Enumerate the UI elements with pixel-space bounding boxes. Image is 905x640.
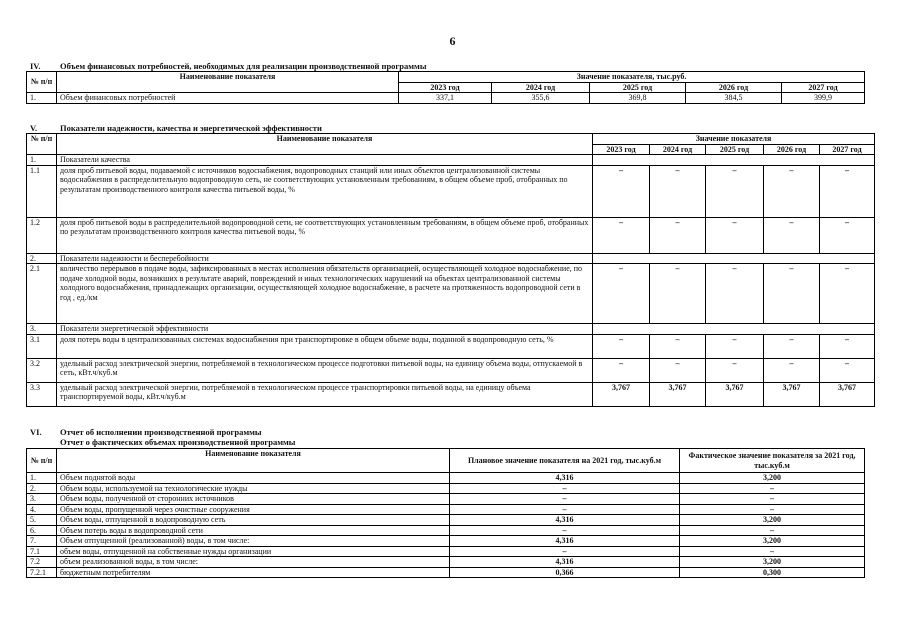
row-number: 1.2 bbox=[27, 217, 57, 253]
row-name: удельный расход электрической энергии, потребляемой в технологическом процессе подготовки питьевой воды, на единицу объема воды, отпускаемой в сеть, кВт.ч/куб.м bbox=[57, 358, 593, 382]
section4-year: 2026 год bbox=[686, 82, 782, 93]
row-value: 384,5 bbox=[686, 93, 782, 104]
section5-heading bbox=[30, 123, 322, 133]
table-row bbox=[27, 358, 875, 382]
row-name: удельный расход электрической энергии, потребляемой в технологическом процессе транспортировки питьевой воды, на единицу объема транспортируемой воды, кВт.ч/куб.м bbox=[57, 382, 593, 406]
section4-year: 2027 год bbox=[782, 82, 865, 93]
row-value: – bbox=[650, 264, 706, 324]
table-row bbox=[27, 494, 865, 505]
row-value: – bbox=[593, 217, 650, 253]
row-value: – bbox=[764, 358, 820, 382]
section6-header-plan: Плановое значение показателя на 2021 год, тыс.куб.м bbox=[450, 449, 680, 473]
row-name: Объем воды, полученной от сторонних источников bbox=[57, 494, 450, 505]
row-value: 369,8 bbox=[590, 93, 686, 104]
row-value: – bbox=[820, 334, 875, 358]
section5-table bbox=[26, 133, 875, 407]
row-fact: – bbox=[680, 483, 865, 494]
table-row bbox=[27, 93, 865, 104]
row-fact: 3,200 bbox=[680, 473, 865, 484]
section4-year: 2024 год bbox=[492, 82, 590, 93]
row-plan: 0,366 bbox=[450, 567, 680, 578]
row-value: 399,9 bbox=[782, 93, 865, 104]
row-value: – bbox=[650, 358, 706, 382]
table-row bbox=[27, 473, 865, 484]
row-value: – bbox=[593, 334, 650, 358]
row-value: 3,767 bbox=[764, 382, 820, 406]
section5-header-number: № п/п bbox=[27, 134, 57, 155]
section6-header-name: Наименование показателя bbox=[57, 449, 450, 473]
table-row bbox=[27, 264, 875, 324]
row-value: – bbox=[706, 358, 764, 382]
row-value: – bbox=[593, 264, 650, 324]
row-plan: – bbox=[450, 494, 680, 505]
row-value: – bbox=[706, 217, 764, 253]
row-number: 7.2 bbox=[27, 557, 57, 568]
row-number: 7.2.1 bbox=[27, 567, 57, 578]
row-number: 5. bbox=[27, 515, 57, 526]
row-plan: 4,316 bbox=[450, 473, 680, 484]
row-value: – bbox=[650, 217, 706, 253]
section6-table bbox=[26, 448, 865, 578]
row-name: количество перерывов в подаче воды, зафиксированных в местах исполнения обязательств организацией, осуществляющей холодное водоснабжение, по подаче холодной воды, возникших в результате аварий, повреждений и иных технологических нарушений на объектах централизованной системы холодного водоснабжения, принадлежащих организации, осуществляющей холодное водоснабжение, в расчете на протяженность водопроводной сети в год , ед./км bbox=[57, 264, 593, 324]
row-value: 337,1 bbox=[399, 93, 492, 104]
table-row bbox=[27, 504, 865, 515]
row-number: 1. bbox=[27, 473, 57, 484]
row-name: объем воды, отпущенной на собственные нужды организации bbox=[57, 546, 450, 557]
section6-header-number: № п/п bbox=[27, 449, 57, 473]
section5-title: Показатели надежности, качества и энергетической эффективности bbox=[60, 123, 322, 133]
row-fact: 3,200 bbox=[680, 536, 865, 547]
section5-year: 2027 год bbox=[820, 144, 875, 155]
row-value: – bbox=[820, 165, 875, 217]
section4-title: Объем финансовых потребностей, необходимых для реализации производственной программы bbox=[60, 61, 427, 71]
row-fact: – bbox=[680, 494, 865, 505]
row-number: 3. bbox=[27, 324, 57, 335]
row-name: Объем поднятой воды bbox=[57, 473, 450, 484]
row-value: – bbox=[593, 358, 650, 382]
section4-header-value: Значение показателя, тыс.руб. bbox=[399, 72, 865, 83]
page-number: 6 bbox=[449, 34, 456, 48]
row-fact: – bbox=[680, 525, 865, 536]
row-value: – bbox=[820, 217, 875, 253]
row-value: – bbox=[706, 334, 764, 358]
row-number: 1. bbox=[27, 93, 57, 104]
row-value: 3,767 bbox=[650, 382, 706, 406]
row-value: – bbox=[764, 264, 820, 324]
row-value: – bbox=[706, 165, 764, 217]
row-name: Объем финансовых потребностей bbox=[57, 93, 399, 104]
row-value: – bbox=[820, 358, 875, 382]
row-number: 3.2 bbox=[27, 358, 57, 382]
row-name: Показатели энергетической эффективности bbox=[57, 324, 593, 335]
section5-year: 2025 год bbox=[706, 144, 764, 155]
row-name: бюджетным потребителям bbox=[57, 567, 450, 578]
row-number: 7.1 bbox=[27, 546, 57, 557]
row-plan: – bbox=[450, 483, 680, 494]
row-value: – bbox=[764, 334, 820, 358]
row-name: Объем потерь воды в водопроводной сети bbox=[57, 525, 450, 536]
row-plan: 4,316 bbox=[450, 515, 680, 526]
row-number: 3.3 bbox=[27, 382, 57, 406]
section4-year: 2023 год bbox=[399, 82, 492, 93]
row-name: Объем воды, отпущенной в водопроводную сеть bbox=[57, 515, 450, 526]
row-value: – bbox=[706, 264, 764, 324]
table-row bbox=[27, 525, 865, 536]
table-group-row bbox=[27, 253, 875, 264]
row-name: Объем воды, пропущенной через очистные сооружения bbox=[57, 504, 450, 515]
row-name: Объем отпущенной (реализованной) воды, в том числе: bbox=[57, 536, 450, 547]
row-number: 2. bbox=[27, 483, 57, 494]
row-fact: – bbox=[680, 504, 865, 515]
row-fact: 3,200 bbox=[680, 557, 865, 568]
row-name: доля потерь воды в централизованных системах водоснабжения при транспортировке в общем объеме воды, поданной в водопроводную сеть, % bbox=[57, 334, 593, 358]
row-plan: 4,316 bbox=[450, 557, 680, 568]
row-value: 3,767 bbox=[593, 382, 650, 406]
table-row bbox=[27, 382, 875, 406]
section6-heading bbox=[30, 427, 262, 437]
table-row bbox=[27, 483, 865, 494]
row-number: 1. bbox=[27, 155, 57, 166]
row-fact: 3,200 bbox=[680, 515, 865, 526]
row-number: 3.1 bbox=[27, 334, 57, 358]
row-name: доля проб питьевой воды в распределительной водопроводной сети, не соответствующих установленным требованиям, в общем объеме проб, отобранных по результатам производственного контроля качества питьевой воды, % bbox=[57, 217, 593, 253]
row-value: 3,767 bbox=[706, 382, 764, 406]
table-row bbox=[27, 557, 865, 568]
table-row bbox=[27, 334, 875, 358]
section6-number: VI. bbox=[30, 427, 42, 437]
row-plan: – bbox=[450, 525, 680, 536]
table-row bbox=[27, 536, 865, 547]
table-group-row bbox=[27, 155, 875, 166]
section5-year: 2024 год bbox=[650, 144, 706, 155]
row-number: 2.1 bbox=[27, 264, 57, 324]
row-value: 3,767 bbox=[820, 382, 875, 406]
table-row bbox=[27, 165, 875, 217]
section6-header-fact: Фактическое значение показателя за 2021 год, тыс.куб.м bbox=[680, 449, 865, 473]
row-name: Объем воды, используемой на технологические нужды bbox=[57, 483, 450, 494]
section5-year: 2026 год bbox=[764, 144, 820, 155]
section4-heading bbox=[30, 61, 426, 71]
section5-number: V. bbox=[30, 123, 38, 133]
row-name: объем реализованной воды, в том числе: bbox=[57, 557, 450, 568]
table-group-row bbox=[27, 324, 875, 335]
section4-table bbox=[26, 71, 865, 104]
table-row bbox=[27, 546, 865, 557]
row-number: 6. bbox=[27, 525, 57, 536]
row-number: 2. bbox=[27, 253, 57, 264]
section4-header-name: Наименование показателя bbox=[57, 72, 399, 93]
section5-header-name: Наименование показателя bbox=[57, 134, 593, 155]
table-row bbox=[27, 567, 865, 578]
row-number: 3. bbox=[27, 494, 57, 505]
section4-header-number: № п/п bbox=[27, 72, 57, 93]
row-value: – bbox=[593, 165, 650, 217]
section6-title: Отчет об исполнении производственной программы bbox=[60, 427, 262, 437]
row-number: 1.1 bbox=[27, 165, 57, 217]
row-value: – bbox=[764, 165, 820, 217]
row-value: – bbox=[764, 217, 820, 253]
row-number: 7. bbox=[27, 536, 57, 547]
row-name: Показатели надежности и бесперебойности bbox=[57, 253, 593, 264]
row-value: – bbox=[650, 334, 706, 358]
row-value: – bbox=[820, 264, 875, 324]
row-value: 355,6 bbox=[492, 93, 590, 104]
section4-year: 2025 год bbox=[590, 82, 686, 93]
row-fact: 0,300 bbox=[680, 567, 865, 578]
row-value: – bbox=[650, 165, 706, 217]
row-plan: 4,316 bbox=[450, 536, 680, 547]
section5-year: 2023 год bbox=[593, 144, 650, 155]
table-row bbox=[27, 217, 875, 253]
row-plan: – bbox=[450, 504, 680, 515]
row-name: доля проб питьевой воды, подаваемой с источников водоснабжения, водопроводных станций или иных объектов централизованной системы водоснабжения в распределительную водопроводную сеть, не соответствующих установленным требованиям, в общем объеме проб, отобранных по результатам производственного контроля качества питьевой воды, % bbox=[57, 165, 593, 217]
section5-header-value: Значение показателя bbox=[593, 134, 875, 145]
section4-number: IV. bbox=[30, 61, 41, 71]
section6-subtitle: Отчет о фактических объемах производственной программы bbox=[60, 437, 296, 447]
table-row bbox=[27, 515, 865, 526]
row-plan: – bbox=[450, 546, 680, 557]
row-name: Показатели качества bbox=[57, 155, 593, 166]
row-fact: – bbox=[680, 546, 865, 557]
row-number: 4. bbox=[27, 504, 57, 515]
